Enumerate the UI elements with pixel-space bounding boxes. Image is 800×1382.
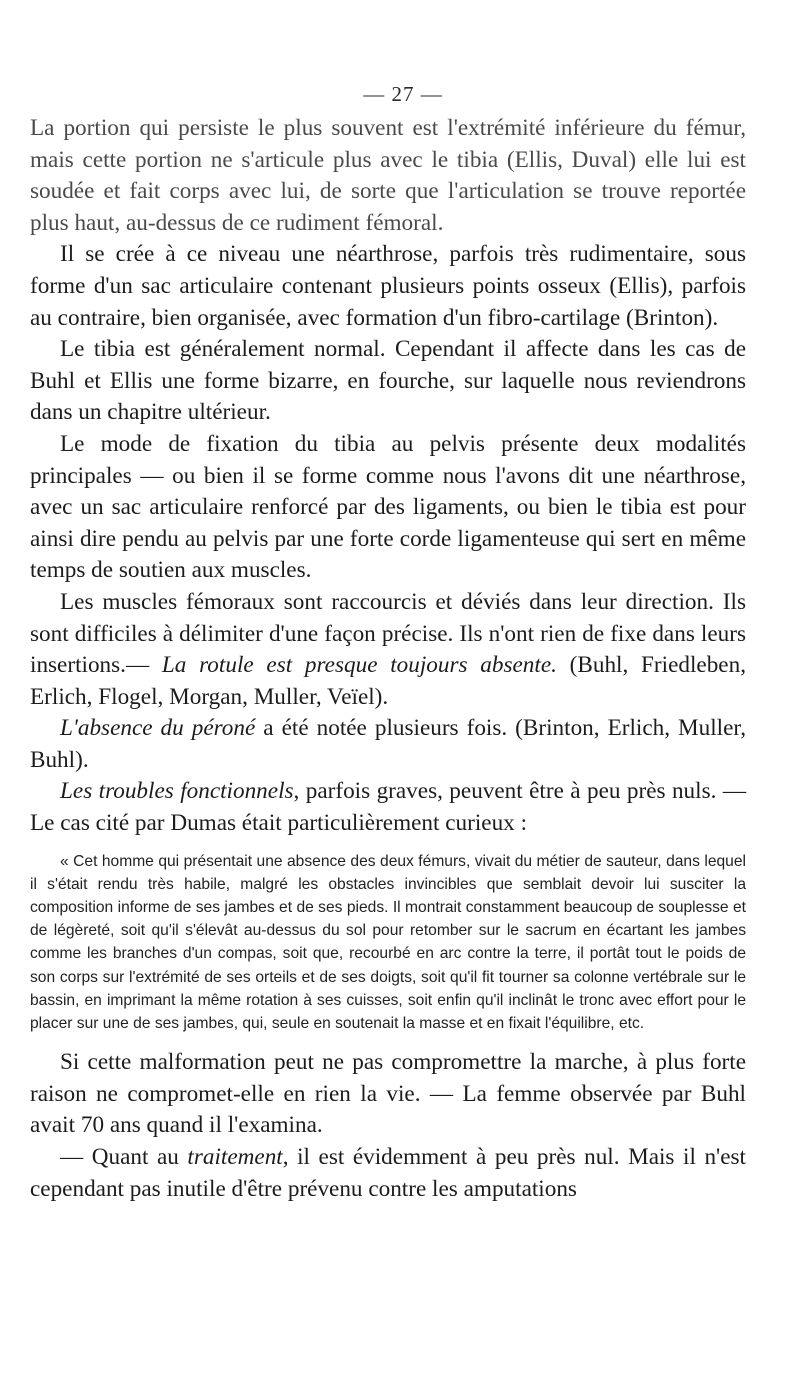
paragraph-functional-troubles bbox=[30, 776, 746, 839]
text-run: a été notée plusieurs fois. (Brinton, Erlich, Muller, Buhl). bbox=[30, 715, 747, 773]
paragraph-treatment bbox=[30, 1142, 746, 1205]
italic-fibula-absence: L'absence du péroné bbox=[60, 715, 256, 742]
paragraph-femur-portion: La portion qui persiste le plus souvent est l'extrémité inférieure du fémur, mais cette portion ne s'articule plus avec le tibia (Ellis, Duval) elle lui est soudée et fait corps avec lui, de sorte que l'articulation se trouve reportée plus haut, au-dessus de ce rudiment fémoral. bbox=[30, 115, 746, 236]
paragraph-malformation-walking: Si cette malformation peut ne pas compromettre la marche, à plus forte raison ne compromet-elle en rien la vie. — La femme observée par Buhl avait 70 ans quand il l'examina. bbox=[30, 1049, 746, 1139]
paragraph-fibula-absence bbox=[30, 713, 746, 776]
paragraph-tibia: Le tibia est généralement normal. Cependant il affecte dans les cas de Buhl et Ellis une forme bizarre, en fourche, sur laquelle nous reviendrons dans un chapitre ultérieur. bbox=[30, 336, 746, 426]
text-run: Les muscles fémoraux sont raccourcis et déviés dans leur direction. Ils sont difficiles à délimiter d'une façon précise. Ils n'ont rien de fixe dans leurs insertions.— bbox=[30, 588, 746, 679]
paragraph-femoral-muscles bbox=[30, 587, 746, 713]
text-run: — Quant au bbox=[60, 1144, 188, 1171]
italic-functional-troubles: Les troubles fonctionnels bbox=[60, 778, 294, 805]
text-run: (Buhl, Friedleben, Erlich, Flogel, Morgan, Muller, Veïel). bbox=[30, 652, 746, 710]
text-run: , parfois graves, peuvent être à peu près nuls. — Le cas cité par Dumas était particulièrement curieux : bbox=[30, 778, 747, 837]
document-page bbox=[30, 82, 746, 1205]
paragraph-fixation-mode: Le mode de fixation du tibia au pelvis présente deux modalités principales — ou bien il se forme comme nous l'avons dit une néarthrose, avec un sac articulaire renforcé par des ligaments, ou bien le tibia est pour ainsi dire pendu au pelvis par une forte corde ligamenteuse qui sert en même temps de soutien aux muscles. bbox=[30, 430, 746, 584]
quote-dumas-case: « Cet homme qui présentait une absence des deux fémurs, vivait du métier de sauteur, dans lequel il s'était rendu très habile, malgré les obstacles invincibles que semblait devoir lui susciter la composition informe de ses jambes et de ses pieds. Il montrait constamment beaucoup de souplesse et de légèreté, soit qu'il s'élevât au-dessus du sol pour retomber sur le sacrum en écartant les jambes comme les branches d'un compas, soit que, recourbé en arc contre la terre, il portât tout le poids de son corps sur l'extrémité de ses orteils et de ses doigts, soit qu'il fit tourner sa colonne vertébrale sur le bassin, en imprimant la même rotation à ses cuisses, soit enfin qu'il inclinât le tronc avec effort pour le placer sur une de ses jambes, qui, seule en soutenait la masse et en fixait l'équilibre, etc. bbox=[30, 852, 746, 1033]
text-run: , il est évidemment à peu près nul. Mais il n'est cependant pas inutile d'être prévenu contre les amputations bbox=[30, 1144, 746, 1202]
paragraph-nearthrosis: Il se crée à ce niveau une néarthrose, parfois très rudimentaire, sous forme d'un sac articulaire contenant plusieurs points osseux (Ellis), parfois au contraire, bien organisée, avec formation d'un fibro-cartilage (Brinton). bbox=[30, 241, 746, 331]
page-number: — 27 — bbox=[363, 82, 443, 106]
italic-treatment: traitement bbox=[187, 1144, 283, 1171]
italic-patella-absent: La rotule est presque toujours absente. bbox=[161, 652, 557, 679]
